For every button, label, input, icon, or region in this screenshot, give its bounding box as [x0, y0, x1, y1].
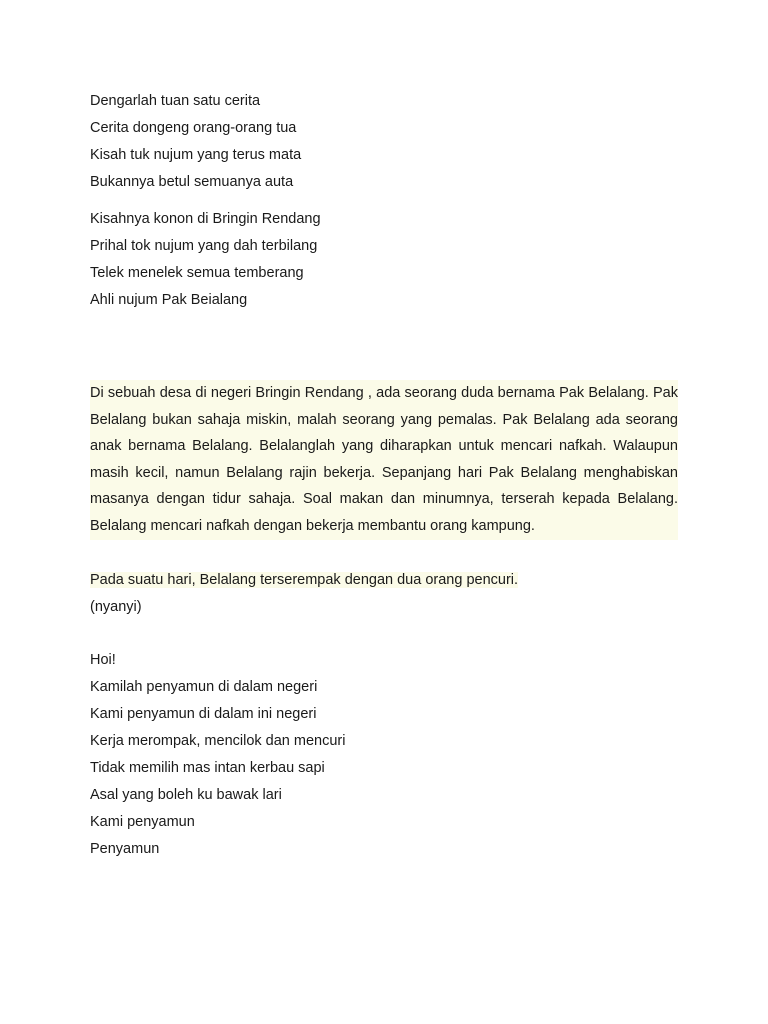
song-line-1: Hoi! [90, 652, 116, 668]
verse2-line-3: Telek menelek semua temberang [90, 265, 304, 281]
song-line-7: Kami penyamun [90, 814, 195, 830]
song-line-3: Kami penyamun di dalam ini negeri [90, 706, 317, 722]
song-line-8: Penyamun [90, 841, 160, 857]
song-line-4: Kerja merompak, mencilok dan mencuri [90, 733, 346, 749]
song-line-6: Asal yang boleh ku bawak lari [90, 787, 282, 803]
verse1-line-4: Bukannya betul semuanya auta [90, 174, 294, 190]
verse2-line-4: Ahli nujum Pak Beialang [90, 292, 248, 308]
verse2-line-1: Kisahnya konon di Bringin Rendang [90, 211, 321, 227]
song-line-2: Kamilah penyamun di dalam negeri [90, 679, 318, 695]
verse1-line-1: Dengarlah tuan satu cerita [90, 93, 261, 109]
event-line [90, 571, 518, 589]
verse1-line-3: Kisah tuk nujum yang terus mata [90, 147, 302, 163]
stage-direction: (nyanyi) [90, 599, 142, 615]
narration-paragraph: Di sebuah desa di negeri Bringin Rendang , ada seorang duda bernama Pak Belalang. Pak Belalang bukan sahaja miskin, malah seorang yang pemalas. Pak Belalang ada seorang anak bernama Belalang. Belalanglah yang diharapkan untuk mencari nafkah. Walaupun masih kecil, namun Belalang rajin bekerja. Sepanjang hari Pak Belalang menghabiskan masanya dengan tidur sahaja. Soal makan dan minumnya, terserah kepada Belalang. Belalang mencari nafkah dengan bekerja membantu orang kampung. [90, 380, 678, 540]
song-line-5: Tidak memilih mas intan kerbau sapi [90, 760, 325, 776]
verse2-line-2: Prihal tok nujum yang dah terbilang [90, 238, 318, 254]
verse1-line-2: Cerita dongeng orang-orang tua [90, 120, 297, 136]
event-line-text: Pada suatu hari, Belalang terserempak dengan dua orang pencuri. [90, 572, 519, 588]
